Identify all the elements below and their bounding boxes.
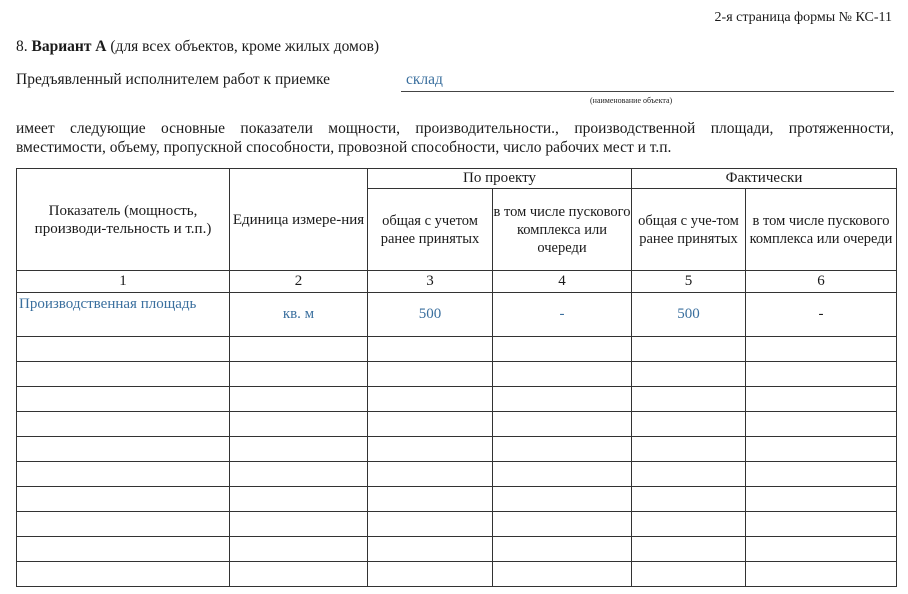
empty-cell[interactable] [493, 512, 632, 537]
empty-cell[interactable] [632, 412, 746, 437]
empty-cell[interactable] [493, 412, 632, 437]
empty-cell[interactable] [493, 562, 632, 587]
cell-project-total[interactable]: 500 [368, 293, 493, 337]
empty-cell[interactable] [632, 562, 746, 587]
empty-cell[interactable] [368, 462, 493, 487]
empty-cell[interactable] [632, 487, 746, 512]
empty-cell[interactable] [368, 487, 493, 512]
empty-table-row [17, 512, 897, 537]
cell-indicator[interactable]: Производственная площадь [17, 293, 230, 337]
empty-cell[interactable] [17, 362, 230, 387]
empty-cell[interactable] [230, 337, 368, 362]
empty-table-row [17, 437, 897, 462]
empty-table-row [17, 362, 897, 387]
section-title [16, 38, 379, 56]
empty-cell[interactable] [17, 512, 230, 537]
empty-cell[interactable] [368, 337, 493, 362]
cell-project-startup[interactable]: - [493, 293, 632, 337]
empty-cell[interactable] [368, 387, 493, 412]
section-note: (для всех объектов, кроме жилых домов) [110, 38, 380, 55]
empty-cell[interactable] [746, 462, 897, 487]
header-unit: Единица измере-ния [230, 169, 368, 271]
cell-unit[interactable]: кв. м [230, 293, 368, 337]
empty-cell[interactable] [17, 412, 230, 437]
header-project-total: общая с учетом ранее принятых [368, 189, 493, 271]
empty-cell[interactable] [230, 462, 368, 487]
empty-cell[interactable] [746, 362, 897, 387]
empty-cell[interactable] [746, 562, 897, 587]
empty-cell[interactable] [230, 487, 368, 512]
empty-rows [17, 337, 897, 587]
empty-table-row [17, 462, 897, 487]
column-number: 3 [368, 271, 493, 293]
empty-cell[interactable] [493, 337, 632, 362]
empty-table-row [17, 337, 897, 362]
empty-table-row [17, 412, 897, 437]
empty-cell[interactable] [17, 437, 230, 462]
header-actual: Фактически [632, 169, 897, 189]
empty-cell[interactable] [368, 437, 493, 462]
description-paragraph: имеет следующие основные показатели мощности, производительности., производственной площади, протяженности, вместимости, объему, пропускной способности, провозной способности, число рабочих мест и т.п. [16, 120, 894, 156]
table-row [17, 293, 897, 337]
empty-cell[interactable] [746, 437, 897, 462]
section-variant: Вариант А [31, 38, 107, 55]
empty-cell[interactable] [17, 387, 230, 412]
empty-cell[interactable] [632, 512, 746, 537]
header-by-project: По проекту [368, 169, 632, 189]
empty-cell[interactable] [368, 562, 493, 587]
empty-cell[interactable] [746, 537, 897, 562]
empty-cell[interactable] [493, 537, 632, 562]
empty-table-row [17, 537, 897, 562]
empty-cell[interactable] [368, 412, 493, 437]
indicators-table [16, 168, 897, 587]
empty-cell[interactable] [230, 387, 368, 412]
empty-cell[interactable] [17, 462, 230, 487]
column-number-row [17, 271, 897, 293]
empty-cell[interactable] [632, 462, 746, 487]
object-name-field[interactable]: склад [406, 71, 443, 88]
empty-cell[interactable] [632, 337, 746, 362]
column-number: 4 [493, 271, 632, 293]
empty-cell[interactable] [17, 562, 230, 587]
empty-cell[interactable] [746, 512, 897, 537]
column-number: 6 [746, 271, 897, 293]
empty-cell[interactable] [746, 387, 897, 412]
header-actual-startup: в том числе пускового комплекса или очереди [746, 189, 897, 271]
column-number: 5 [632, 271, 746, 293]
cell-actual-total[interactable]: 500 [632, 293, 746, 337]
empty-cell[interactable] [632, 362, 746, 387]
column-number: 1 [17, 271, 230, 293]
empty-cell[interactable] [632, 437, 746, 462]
empty-cell[interactable] [230, 362, 368, 387]
header-actual-total: общая с уче-том ранее принятых [632, 189, 746, 271]
empty-cell[interactable] [230, 537, 368, 562]
empty-cell[interactable] [368, 362, 493, 387]
empty-cell[interactable] [746, 412, 897, 437]
empty-cell[interactable] [17, 337, 230, 362]
header-indicator: Показатель (мощность, производи-тельность и т.п.) [17, 169, 230, 271]
empty-cell[interactable] [493, 462, 632, 487]
column-number: 2 [230, 271, 368, 293]
empty-cell[interactable] [746, 487, 897, 512]
empty-table-row [17, 487, 897, 512]
empty-cell[interactable] [368, 537, 493, 562]
empty-cell[interactable] [17, 487, 230, 512]
empty-cell[interactable] [368, 512, 493, 537]
empty-cell[interactable] [493, 437, 632, 462]
object-caption: (наименование объекта) [590, 96, 673, 105]
empty-cell[interactable] [746, 337, 897, 362]
header-project-startup: в том числе пускового комплекса или очереди [493, 189, 632, 271]
empty-cell[interactable] [230, 412, 368, 437]
empty-cell[interactable] [493, 387, 632, 412]
empty-cell[interactable] [632, 387, 746, 412]
empty-table-row [17, 562, 897, 587]
object-lead-text: Предъявленный исполнителем работ к приемке [16, 71, 331, 88]
form-page-label: 2-я страница формы № КС-11 [714, 10, 892, 25]
empty-table-row [17, 387, 897, 412]
empty-cell[interactable] [493, 487, 632, 512]
empty-cell[interactable] [632, 537, 746, 562]
empty-cell[interactable] [230, 437, 368, 462]
object-underline [401, 91, 894, 92]
empty-cell[interactable] [230, 562, 368, 587]
cell-actual-startup[interactable]: - [746, 293, 897, 337]
empty-cell[interactable] [493, 362, 632, 387]
section-number: 8. [16, 38, 28, 55]
empty-cell[interactable] [230, 512, 368, 537]
empty-cell[interactable] [17, 537, 230, 562]
